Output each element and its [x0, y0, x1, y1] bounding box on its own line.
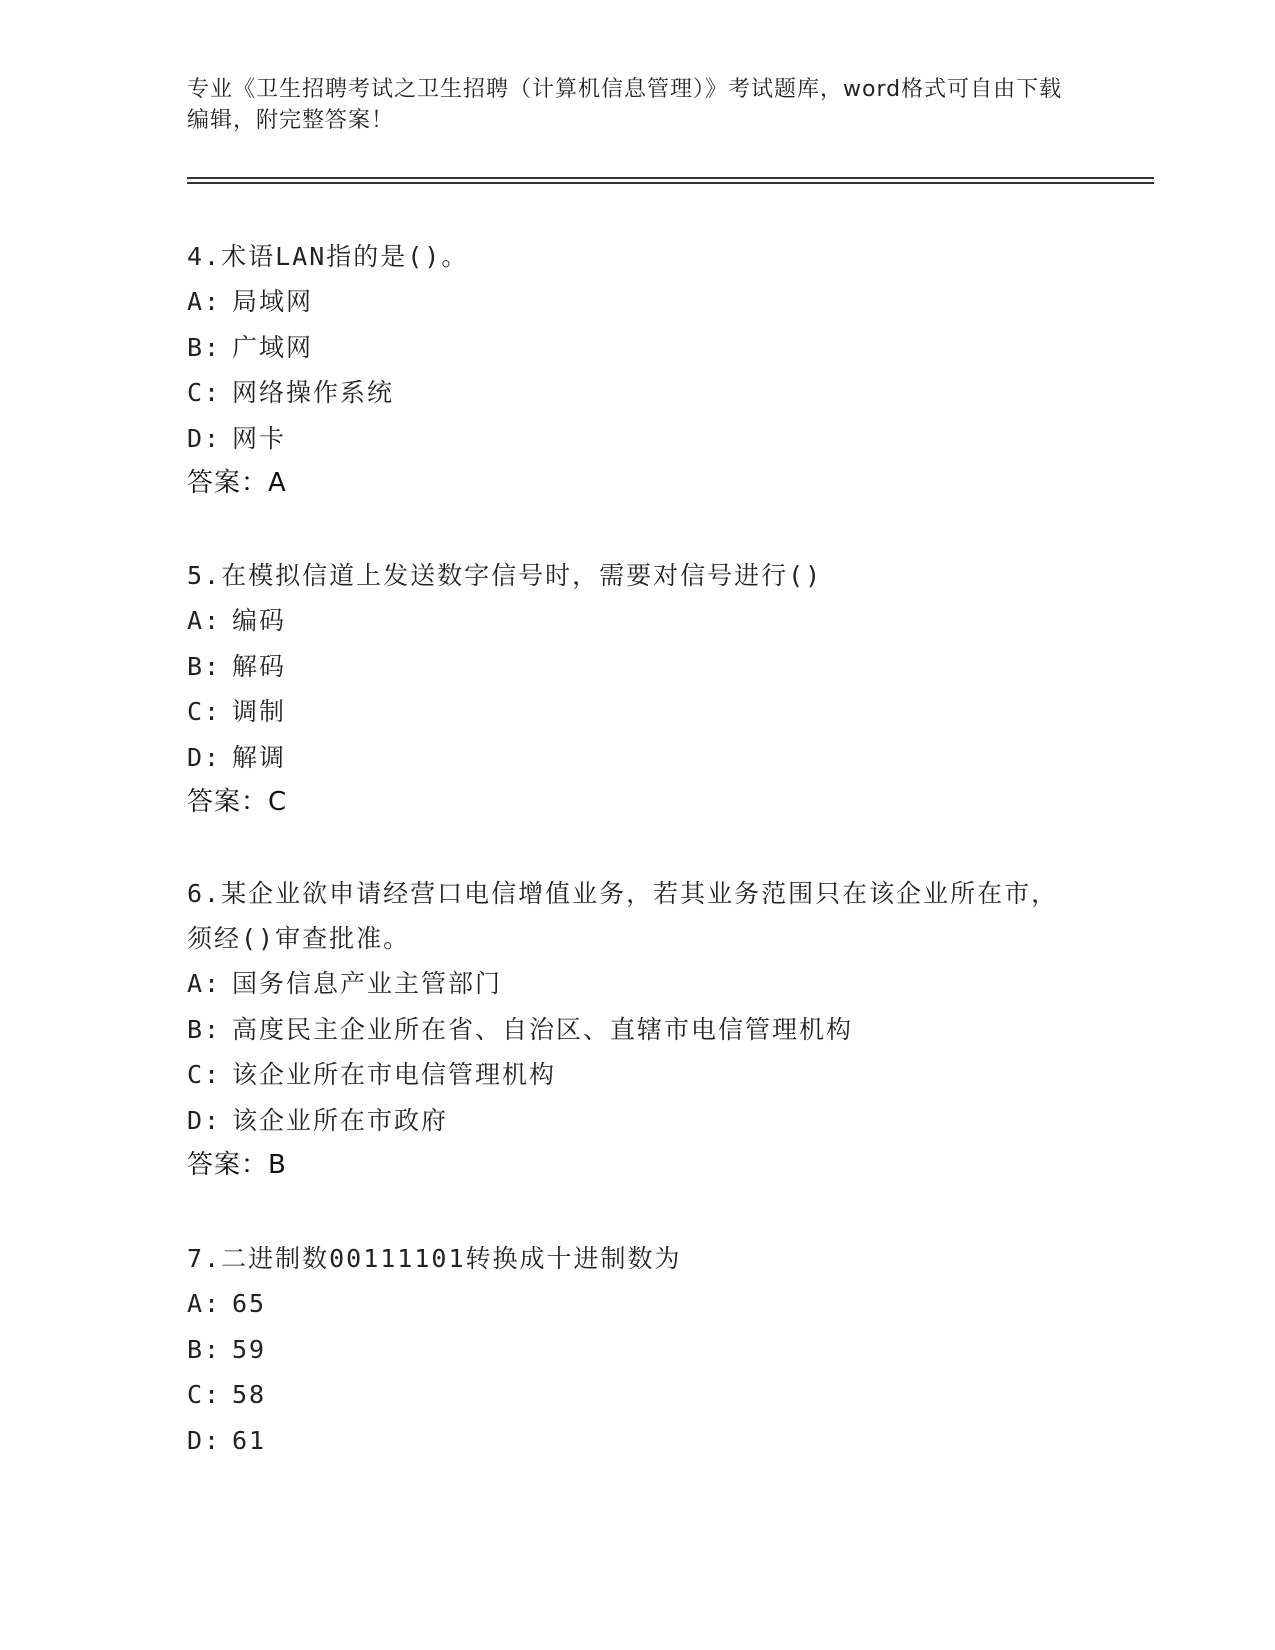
option-label: C: [187, 697, 222, 726]
header-divider-bottom [187, 182, 1154, 184]
option-text: 网卡 [232, 423, 287, 453]
option-label: D: [187, 1105, 222, 1135]
question-text: 4.术语LAN指的是()。 [187, 242, 469, 271]
option-text: 该企业所在市政府 [232, 1105, 449, 1135]
option-text: 编码 [232, 606, 287, 635]
option-a [187, 279, 1067, 325]
option-b [187, 644, 1067, 690]
option-text: 广域网 [232, 332, 314, 362]
option-label: B: [187, 1334, 222, 1364]
option-b [187, 325, 1067, 371]
option-label: D: [187, 742, 222, 772]
option-a [187, 598, 1067, 644]
option-label: B: [187, 651, 222, 681]
option-text: 58 [232, 1380, 267, 1409]
option-text: 国务信息产业主管部门 [232, 969, 503, 998]
option-text: 局域网 [232, 287, 314, 316]
question-text: 7.二进制数00111101转换成十进制数为 [187, 1244, 682, 1273]
question-6 [187, 871, 1067, 1189]
option-b [187, 1007, 1067, 1053]
option-c [187, 370, 1067, 416]
question-5 [187, 553, 1067, 826]
option-label: A: [187, 287, 222, 316]
answer-text: 答案：C [187, 787, 288, 817]
question-text: 6.某企业欲申请经营口电信增值业务，若其业务范围只在该企业所在市，须经()审查批准。 [187, 879, 1059, 953]
document-intro: 专业《卫生招聘考试之卫生招聘（计算机信息管理）》考试题库，word格式可自由下载编辑，附完整答案！ [187, 77, 1063, 133]
option-c [187, 1372, 1067, 1418]
option-text: 59 [232, 1334, 267, 1364]
question-text: 5.在模拟信道上发送数字信号时，需要对信号进行() [187, 561, 823, 590]
option-label: C: [187, 378, 222, 407]
option-a [187, 1281, 1067, 1327]
option-b [187, 1327, 1067, 1373]
option-label: B: [187, 332, 222, 362]
option-label: C: [187, 1060, 222, 1089]
option-label: A: [187, 969, 222, 998]
question-7 [187, 1236, 1067, 1463]
option-label: C: [187, 1380, 222, 1409]
question-4 [187, 234, 1067, 507]
option-text: 解调 [232, 742, 287, 772]
option-text: 该企业所在市电信管理机构 [232, 1060, 557, 1089]
option-a [187, 961, 1067, 1007]
option-label: D: [187, 1425, 222, 1455]
option-label: A: [187, 606, 222, 635]
option-text: 61 [232, 1425, 267, 1455]
option-text: 网络操作系统 [232, 378, 395, 407]
option-label: A: [187, 1289, 222, 1318]
option-d [187, 416, 1067, 462]
option-c [187, 1052, 1067, 1098]
option-label: D: [187, 423, 222, 453]
answer-text: 答案：B [187, 1150, 287, 1180]
option-text: 65 [232, 1289, 267, 1318]
option-d [187, 1098, 1067, 1144]
option-text: 调制 [232, 697, 287, 726]
option-text: 高度民主企业所在省、自治区、直辖市电信管理机构 [232, 1014, 854, 1044]
option-c [187, 689, 1067, 735]
option-d [187, 1418, 1067, 1464]
option-d [187, 735, 1067, 781]
option-text: 解码 [232, 651, 287, 681]
answer-text: 答案：A [187, 468, 287, 498]
header-divider-top [187, 177, 1154, 179]
option-label: B: [187, 1014, 222, 1044]
